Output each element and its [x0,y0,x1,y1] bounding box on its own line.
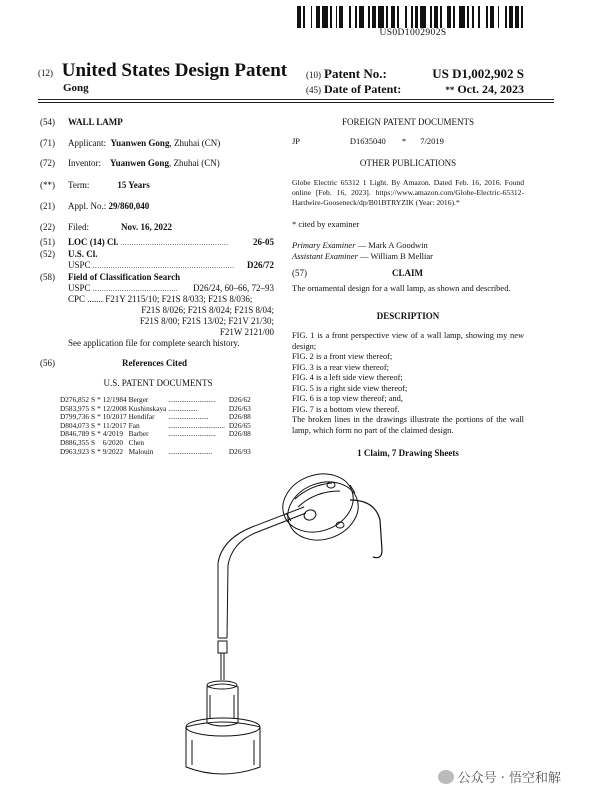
wechat-icon [438,770,454,784]
reference-cell: * [97,446,101,456]
assistant-label: Assistant Examiner [292,251,358,261]
patent-type-title [38,60,287,82]
reference-cell: D26/65 [228,420,251,430]
reference-cell: D26/93 [228,446,251,456]
reference-cell: D26/88 [228,429,251,439]
foreign-star: * [401,136,407,146]
inventor-line [68,158,220,169]
claim-heading: CLAIM [392,268,423,278]
reference-cell: 10/2017 [102,412,127,422]
wechat-watermark [438,767,561,786]
foreign-number: D1635040 [349,136,386,146]
cited-note: * cited by examiner [292,219,360,229]
reference-cell: * [97,429,101,439]
cpc-line: CPC ....... F21Y 2115/10; F21S 8/033; F21S 8/036; [68,294,253,304]
date-marker: ** [445,85,455,95]
uspc-line [68,260,274,272]
loc-value: 26-05 [253,237,274,247]
claims-summary: 1 Claim, 7 Drawing Sheets [357,448,459,458]
reference-cell: Berger [128,395,149,404]
reference-cell: Barber [128,429,149,439]
foreign-country: JP [292,136,300,146]
field-code: (51) [40,237,55,247]
date-label: Date of Patent: [324,82,402,96]
reference-cell: D804,073 [60,420,89,430]
reference-cell: ................ [168,403,198,413]
other-pub-heading: OTHER PUBLICATIONS [359,158,457,168]
filed-line [68,222,172,233]
cpc-line: F21W 2121/00 [219,327,274,337]
appl-no-line [68,201,149,212]
term-value: 15 Years [117,180,150,190]
cpc-line: F21S 8/00; F21S 13/02; F21V 21/30; [139,316,274,326]
header-rule [38,99,554,100]
reference-cell: 9/2022 [102,446,123,456]
foreign-date: 7/2019 [420,136,444,146]
primary-examiner [292,240,524,251]
field-code: (54) [40,117,55,127]
reference-cell: D26/88 [228,412,251,422]
reference-cell: ........................ [168,446,213,456]
reference-cell: D583,975 [60,403,89,413]
reference-cell: D799,736 [60,412,89,422]
reference-cell: ............................... [168,420,225,430]
filed-value: Nov. 16, 2022 [121,222,173,232]
field-code: (72) [40,158,55,168]
reference-cell: S [91,395,96,404]
reference-cell: * [97,395,101,404]
date-of-patent-row [306,82,524,97]
field-label: Filed: [68,222,90,232]
uspc-label: USPC [68,260,91,270]
claim-heading-row [292,268,524,279]
description-line: FIG. 1 is a front perspective view of a wall lamp, showing my new design; [292,331,524,351]
field-code: (56) [40,358,55,368]
reference-cell: D26/62 [228,395,251,404]
loc-line [68,237,274,249]
field-label: Applicant: [68,138,106,148]
cpc-block [68,294,274,349]
field-code: (**) [40,180,55,190]
lamp-shade [186,681,260,774]
applicant-location: , Zhuhai (CN) [169,138,221,148]
reference-cell: Malouin [128,446,154,456]
reference-cell: D276,852 [60,395,89,404]
description-line: The broken lines in the drawings illustrate the portions of the wall lamp, which form no part of the claimed design. [292,415,524,435]
us-patent-docs-heading: U.S. PATENT DOCUMENTS [103,378,213,388]
inventor-short: Gong [63,82,89,94]
other-pub-text: Globe Electric 65312 1 Light. By Amazon. Dated Feb. 16, 2016. Found online [Feb. 16, 2023]. https://www.amazon.com/Globe-Electric-65312-Hardwire-Gooseneck/dp/B01BTRYZIK (Year: 2016).* [292,178,524,207]
field-code: (52) [40,249,55,259]
applicant-name: Yuanwen Gong [110,138,170,148]
tag-10: (10) [306,70,321,80]
wall-lamp-drawing [160,455,500,795]
field-label: Appl. No.: [68,201,107,211]
reference-cell: S [91,437,96,447]
description-line: FIG. 6 is a top view thereof; and, [292,394,403,403]
primary-label: Primary Examiner [292,240,356,250]
description-line: FIG. 2 is a front view thereof; [292,352,393,361]
reference-cell: .......................... [168,429,216,439]
reference-cell: .......................... [168,395,216,404]
header-rule-thin [38,102,554,103]
reference-cell: 12/2008 [102,403,127,413]
appl-no-value: 29/860,040 [108,201,150,211]
us-cl-line [68,249,98,260]
reference-cell: Hendifar [128,412,155,422]
reference-cell: S [91,446,96,456]
reference-cell: D886,355 [60,437,89,447]
description-line: FIG. 3 is a rear view thereof; [292,362,389,372]
watermark-text: 公众号 · 悟空和解 [457,771,561,786]
patent-number: US D1,002,902 S [432,66,524,81]
description-body [292,331,524,436]
reference-cell: S [91,429,96,439]
field-label: Field of Classification Search [68,272,181,282]
description-line: FIG. 4 is a left side view thereof; [292,373,403,382]
reference-cell: * [97,412,101,422]
tag-12: (12) [38,68,53,78]
description-line: FIG. 5 is a right side view thereof; [292,383,408,393]
claim-text: The ornamental design for a wall lamp, as shown and described. [292,283,511,293]
field-code: (21) [40,201,55,211]
uspc-value: D26/72 [247,260,274,270]
references-list [60,396,290,456]
reference-cell: S [91,412,96,422]
cpc-line: F21S 8/026; F21S 8/024; F21S 8/04; [141,305,274,315]
references-table [60,396,253,456]
leader-dots: ...................................... [92,285,179,293]
assistant-name: — William B Melliar [357,251,433,261]
barcode-number: US0D1002902S [379,28,447,38]
reference-cell: Fan [128,420,140,430]
description-heading: DESCRIPTION [376,311,440,321]
field-label: U.S. Cl. [68,249,98,259]
reference-cell: Kushinskaya [128,403,167,413]
reference-cell: 12/1984 [102,395,127,404]
barcode-bar [523,6,529,28]
applicant-line [68,138,220,149]
foreign-heading: FOREIGN PATENT DOCUMENTS [341,117,475,127]
assistant-examiner [292,251,524,262]
field-code: (22) [40,222,55,232]
title-text: United States Design Patent [61,60,288,81]
reference-cell: Chen [128,437,145,447]
field-label: Term: [68,180,90,190]
tag-45: (45) [306,85,321,95]
reference-cell: * [97,403,101,413]
claim-code: (57) [292,268,307,278]
patent-date: Oct. 24, 2023 [457,82,524,96]
foreign-row [292,136,524,147]
reference-cell: 6/2020 [102,437,123,447]
power-cord [350,500,382,558]
leader-dots: ................................................ [120,239,229,247]
reference-cell: 11/2017 [102,420,127,430]
reference-cell: S [91,403,96,413]
reference-cell: ...................... [168,412,209,422]
search-note: See application file for complete search history. [68,338,240,348]
inventor-location: , Zhuhai (CN) [168,158,220,168]
field-label: Inventor: [68,158,101,168]
search-heading [68,272,180,283]
wall-plate [275,464,367,549]
field-label: LOC (14) Cl. [68,237,119,247]
gooseneck-arm [218,507,306,680]
barcode [297,6,529,28]
leader-dots: ............................................................... [92,262,235,270]
reference-cell: * [97,420,101,430]
design-title: WALL LAMP [68,117,123,127]
reference-cell: S [91,420,96,430]
reference-cell: D26/63 [228,403,251,413]
description-line: FIG. 7 is a bottom view thereof. [292,404,400,414]
field-code: (58) [40,272,55,282]
field-code: (71) [40,138,55,148]
search-uspc-value: D26/24, 60–66, 72–93 [193,283,274,293]
term-line [68,180,150,191]
reference-cell: 4/2019 [102,429,123,439]
reference-cell: D963,923 [60,446,89,456]
primary-name: — Mark A Goodwin [355,240,428,250]
patent-number-row [306,66,524,82]
uspc-label: USPC [68,283,91,293]
inventor-name: Yuanwen Gong [110,158,169,168]
patent-no-label: Patent No.: [324,66,387,81]
references-heading: References Cited [122,358,188,368]
reference-cell: D846,789 [60,429,89,439]
